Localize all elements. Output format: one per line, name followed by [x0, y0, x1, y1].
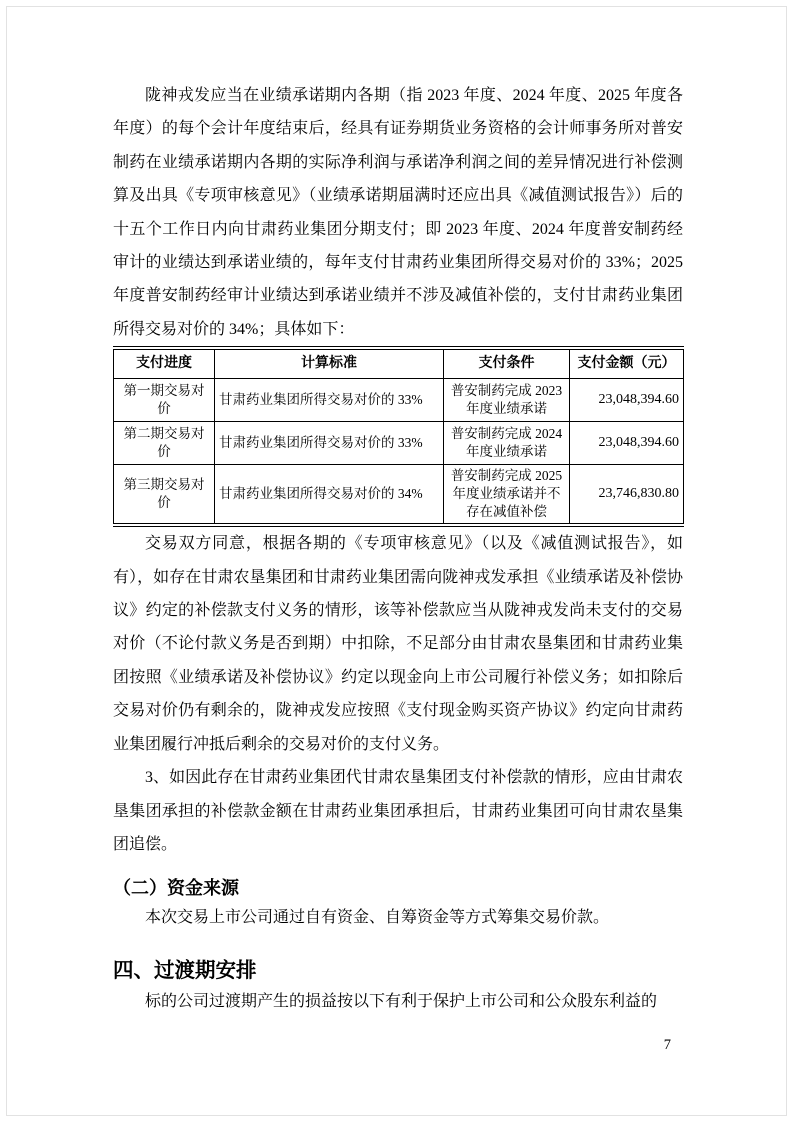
paragraph-performance-commitment-payment: 陇神戎发应当在业绩承诺期内各期（指 2023 年度、2024 年度、2025 年度各年度）的每个会计年度结束后，经具有证券期货业务资格的会计师事务所对普安制药在业绩承诺期内各期的实际净利润与承诺净利润之间的差异情况进行补偿测算及出具《专项审核意见》（业绩承诺期届满时还应出具《减值测试报告》）后的十五个工作日内向甘肃药业集团分期支付；即 2023 年度、2024 年度普安制药经审计的业绩达到承诺业绩的，每年支付甘肃药业集团所得交易对价的 33%；2025 年度普安制药经审计业绩达到承诺业绩并不涉及减值补偿的，支付甘肃药业集团所得交易对价的 34%；具体如下：	[113, 87, 683, 338]
cell-standard: 甘肃药业集团所得交易对价的 33%	[215, 379, 444, 422]
cell-amount: 23,048,394.60	[570, 379, 684, 422]
column-header-condition: 支付条件	[444, 348, 570, 379]
table-row	[114, 465, 684, 526]
cell-condition: 普安制药完成 2023 年度业绩承诺	[444, 379, 570, 422]
table-row	[114, 379, 684, 422]
cell-stage: 第二期交易对价	[114, 422, 215, 465]
column-header-payment-stage: 支付进度	[114, 348, 215, 379]
cell-stage: 第三期交易对价	[114, 465, 215, 526]
paragraph-compensation-deduction: 交易双方同意，根据各期的《专项审核意见》（以及《减值测试报告》，如有），如存在甘肃农垦集团和甘肃药业集团需向陇神戎发承担《业绩承诺及补偿协议》约定的补偿款支付义务的情形，该等补偿款应当从陇神戎发尚未支付的交易对价（不论付款义务是否到期）中扣除，不足部分由甘肃农垦集团和甘肃药业集团按照《业绩承诺及补偿协议》约定以现金向上市公司履行补偿义务；如扣除后交易对价仍有剩余的，陇神戎发应按照《支付现金购买资产协议》约定向甘肃药业集团履行冲抵后剩余的交易对价的支付义务。	[113, 535, 683, 753]
cell-condition: 普安制药完成 2025 年度业绩承诺并不存在减值补偿	[444, 465, 570, 526]
page-content	[113, 79, 683, 1018]
cell-amount: 23,048,394.60	[570, 422, 684, 465]
table-header-row	[114, 348, 684, 379]
column-header-calc-standard: 计算标准	[215, 348, 444, 379]
page-number: 7	[663, 1037, 671, 1053]
cell-amount: 23,746,830.80	[570, 465, 684, 526]
cell-condition: 普安制药完成 2024 年度业绩承诺	[444, 422, 570, 465]
cell-stage: 第一期交易对价	[114, 379, 215, 422]
heading-transition-period: 四、过渡期安排	[113, 958, 257, 982]
cell-standard: 甘肃药业集团所得交易对价的 33%	[215, 422, 444, 465]
column-header-amount: 支付金额（元）	[570, 348, 684, 379]
cell-standard: 甘肃药业集团所得交易对价的 34%	[215, 465, 444, 526]
paragraph-funding-source: 本次交易上市公司通过自有资金、自筹资金等方式筹集交易价款。	[145, 909, 610, 927]
payment-schedule-table	[113, 346, 684, 527]
heading-funding-source: （二）资金来源	[113, 878, 239, 899]
paragraph-transition-period: 标的公司过渡期产生的损益按以下有利于保护上市公司和公众股东利益的	[145, 992, 658, 1010]
table-row	[114, 422, 684, 465]
paragraph-item-3-recourse: 3、如因此存在甘肃药业集团代甘肃农垦集团支付补偿款的情形，应由甘肃农垦集团承担的补偿款金额在甘肃药业集团承担后，甘肃药业集团可向甘肃农垦集团追偿。	[113, 769, 683, 853]
